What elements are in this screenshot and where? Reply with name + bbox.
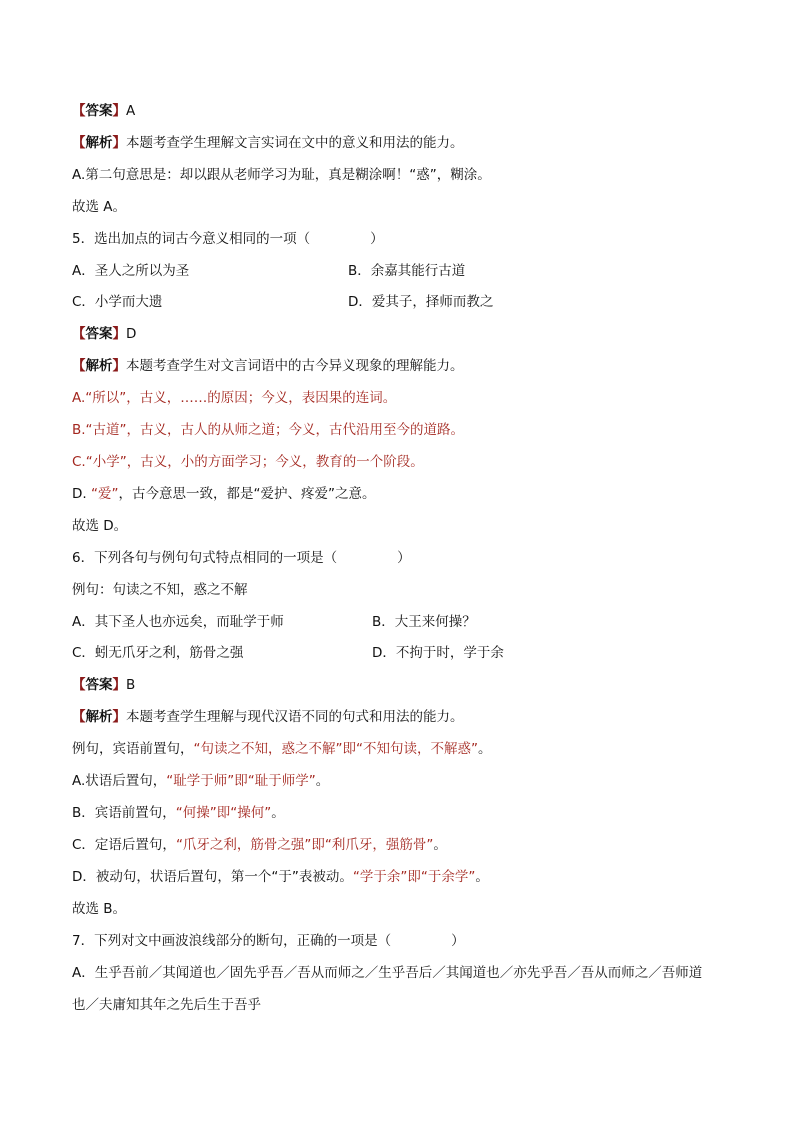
q6-conclusion: 故选 B。 <box>72 901 127 917</box>
close-bracket: 】 <box>112 358 126 374</box>
option-d: D．不拘于时，学于余 <box>372 645 504 661</box>
explain-end: 。 <box>477 741 492 757</box>
explain-text: B．宾语前置句， <box>72 805 176 821</box>
q6-answer-line <box>72 676 754 694</box>
highlighted-word: “爱” <box>90 486 119 502</box>
explain-text: ，古今意思一致，都是“爱护、疼爱”之意。 <box>118 486 376 502</box>
explain-end: 。 <box>433 837 447 853</box>
option-a: A．其下圣人也亦远矣，而耻学于师 <box>72 614 284 630</box>
explain-text: D．被动句，状语后置句，第一个“于”表被动。 <box>72 869 353 885</box>
q5-explain-a: A.“所以”，古义，……的原因；今义，表因果的连词。 <box>72 390 397 406</box>
q4-conclusion: 故选 A。 <box>72 199 127 215</box>
q6-options-row-1 <box>72 613 754 631</box>
q7-option-a-line-1: A．生乎吾前／其闻道也／固先乎吾／吾从而师之／生乎吾后／其闻道也／亦先乎吾／吾从而师之／吾师道 <box>72 965 703 981</box>
open-bracket: 【 <box>72 709 86 725</box>
q6-explain-b <box>72 804 754 822</box>
analysis-tag: 解析 <box>85 135 113 151</box>
open-bracket: 【 <box>72 677 86 693</box>
q6-options-row-2 <box>72 644 754 662</box>
analysis-tag: 解析 <box>85 358 113 374</box>
q5-stem <box>72 230 754 248</box>
open-bracket: 【 <box>72 103 86 119</box>
q5-explain-b: B.“古道”，古义，古人的从师之道；今义，古代沿用至今的道路。 <box>72 422 465 438</box>
answer-tag: 答案 <box>85 326 113 342</box>
stem-text: 7．下列对文中画波浪线部分的断句，正确的一项是（ <box>72 933 392 949</box>
stem-text: 5．选出加点的词古今意义相同的一项（ <box>72 231 311 247</box>
close-bracket: 】 <box>112 709 126 725</box>
explain-end: 。 <box>271 805 285 821</box>
close-bracket: 】 <box>112 677 126 693</box>
highlighted-text: “爪牙之利，筋骨之强”即“利爪牙，强筋骨” <box>175 837 434 853</box>
option-c: C．蚓无爪牙之利，筋骨之强 <box>72 645 244 661</box>
q4-explain-a: A.第二句意思是：却以跟从老师学习为耻，真是糊涂啊！“惑”，糊涂。 <box>72 167 491 183</box>
open-bracket: 【 <box>72 326 86 342</box>
q5-answer-line <box>72 325 754 343</box>
stem-close: ） <box>451 933 465 949</box>
answer-value: D <box>126 326 137 342</box>
analysis-tag: 解析 <box>85 709 113 725</box>
highlighted-text: “耻学于师”即“耻于师学” <box>166 773 316 789</box>
close-bracket: 】 <box>112 103 126 119</box>
highlighted-text: “句读之不知，惑之不解”即“不知句读，不解惑” <box>193 741 478 757</box>
q6-stem <box>72 549 754 567</box>
explain-text: A.状语后置句， <box>72 773 167 789</box>
close-bracket: 】 <box>112 135 126 151</box>
q6-explain-a <box>72 772 754 790</box>
answer-value: A <box>126 103 136 119</box>
answer-tag: 答案 <box>85 677 113 693</box>
q5-conclusion: 故选 D。 <box>72 518 128 534</box>
explain-label: D. <box>72 486 91 502</box>
q5-analysis-line <box>72 357 754 375</box>
option-d: D．爱其子，择师而教之 <box>348 294 494 310</box>
q4-analysis-line <box>72 134 754 152</box>
q7-stem <box>72 932 754 950</box>
explain-end: 。 <box>315 773 330 789</box>
q5-explain-c: C.“小学”，古义，小的方面学习；今义，教育的一个阶段。 <box>72 454 424 470</box>
q6-explain-c <box>72 836 754 854</box>
option-b: B．大王来何操？ <box>372 614 476 630</box>
q5-options-row-2 <box>72 293 754 311</box>
highlighted-text: “学于余”即“于余学” <box>352 869 476 885</box>
stem-close: ） <box>397 550 411 566</box>
explain-text: 例句，宾语前置句， <box>72 741 194 757</box>
q5-options-row-1 <box>72 262 754 280</box>
answer-tag: 答案 <box>85 103 113 119</box>
highlighted-text: “何操”即“操何” <box>175 805 272 821</box>
q6-analysis-line <box>72 708 754 726</box>
explain-end: 。 <box>475 869 489 885</box>
q6-explain-example <box>72 740 754 758</box>
close-bracket: 】 <box>112 326 126 342</box>
analysis-text: 本题考查学生理解文言实词在文中的意义和用法的能力。 <box>126 135 464 151</box>
option-b: B．余嘉其能行古道 <box>348 263 466 279</box>
answer-value: B <box>126 677 136 693</box>
q6-explain-d <box>72 868 754 886</box>
option-a: A．圣人之所以为圣 <box>72 263 190 279</box>
option-c: C．小学而大遗 <box>72 294 163 310</box>
open-bracket: 【 <box>72 358 86 374</box>
q5-explain-d <box>72 485 754 503</box>
stem-close: ） <box>370 231 384 247</box>
stem-text: 6．下列各句与例句句式特点相同的一项是（ <box>72 550 338 566</box>
q7-option-a-line-2: 也／夫庸知其年之先后生于吾乎 <box>72 997 261 1013</box>
q6-example: 例句：句读之不知，惑之不解 <box>72 582 248 598</box>
explain-text: C．定语后置句， <box>72 837 176 853</box>
analysis-text: 本题考查学生对文言词语中的古今异义现象的理解能力。 <box>126 358 464 374</box>
analysis-text: 本题考查学生理解与现代汉语不同的句式和用法的能力。 <box>126 709 464 725</box>
q4-answer-line <box>72 102 754 120</box>
open-bracket: 【 <box>72 135 86 151</box>
